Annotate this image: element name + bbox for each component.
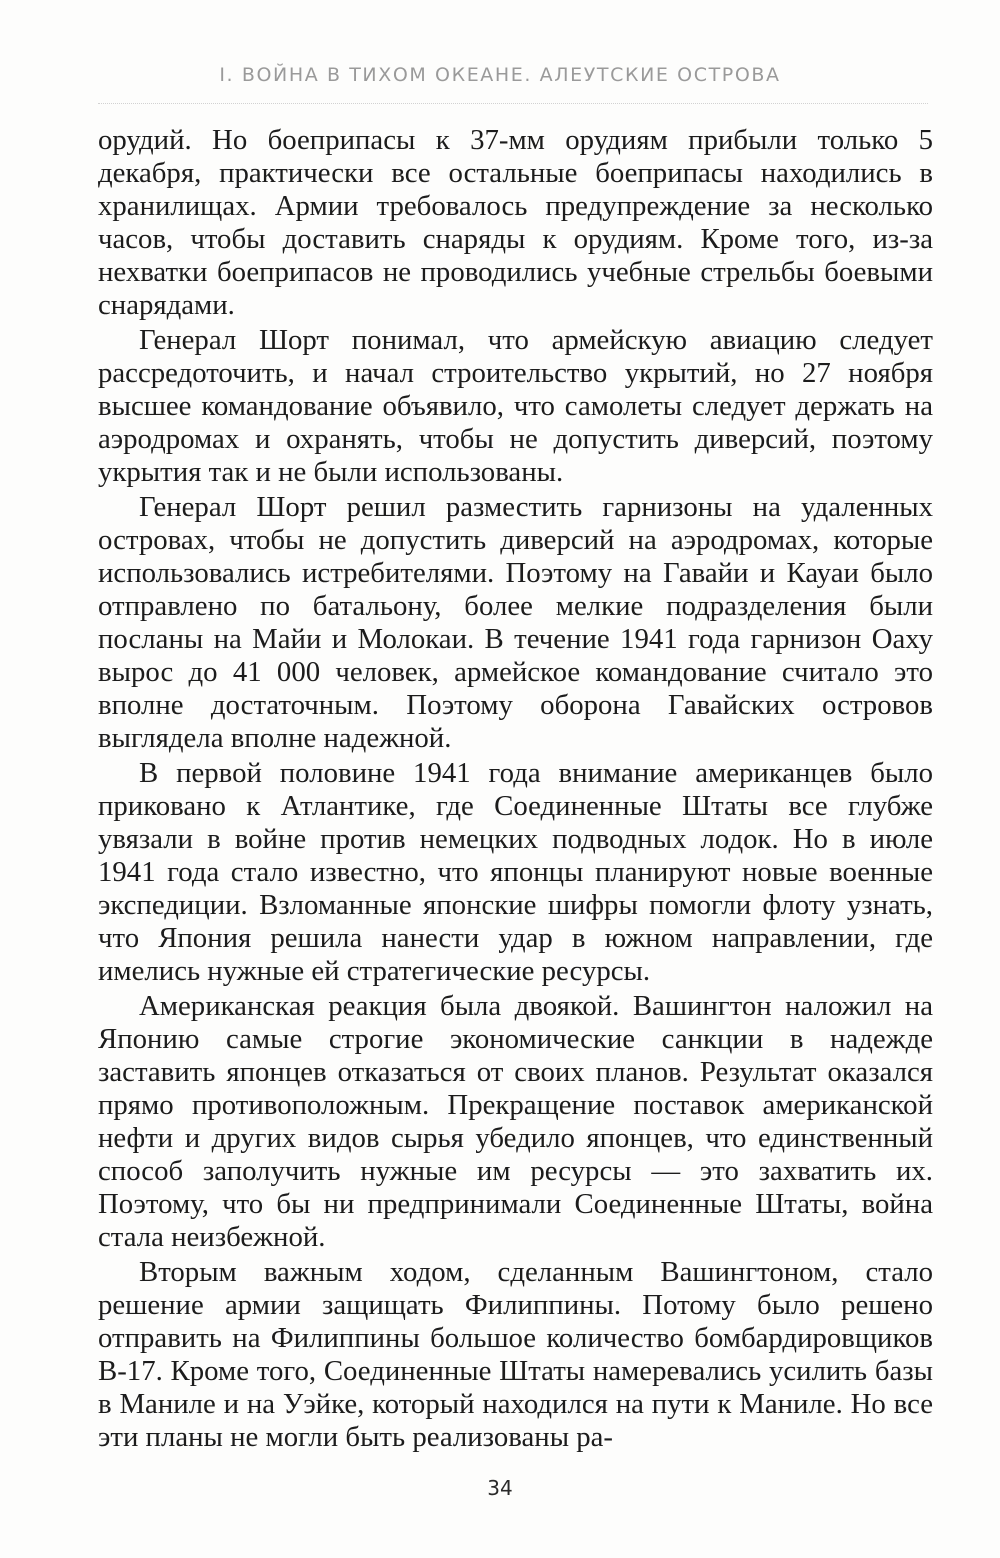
paragraph-1: орудий. Но боеприпасы к 37-мм орудиям прибыли только 5 декабря, практически все остальные боеприпасы находились в хранилищах. Армии требовалось предупреждение за несколько часов, чтобы доставить снаряды к орудиям. Кроме того, из-за нехватки боеприпасов не проводились учебные стрельбы боевыми снарядами. xyxy=(98,124,933,321)
running-head: I. ВОЙНА В ТИХОМ ОКЕАНЕ. АЛЕУТСКИЕ ОСТРОВА xyxy=(219,64,781,86)
header-divider xyxy=(98,103,928,104)
paragraph-2: Генерал Шорт понимал, что армейскую авиацию следует рассредоточить, и начал строительство укрытий, но 27 ноября высшее командование объявило, что самолеты следует держать на аэродромах и охранять, чтобы не допустить диверсий, поэтому укрытия так и не были использованы. xyxy=(98,324,933,488)
body-text xyxy=(98,124,933,1456)
paragraph-3: Генерал Шорт решил разместить гарнизоны на удаленных островах, чтобы не допустить диверсий на аэродромах, которые использовались истребителями. Поэтому на Гавайи и Кауаи было отправлено по батальону, более мелкие подразделения были посланы на Майи и Молокаи. В течение 1941 года гарнизон Оаху вырос до 41 000 человек, армейское командование считало это вполне достаточным. Поэтому оборона Гавайских островов выглядела вполне надежной. xyxy=(98,491,933,754)
paragraph-4: В первой половине 1941 года внимание американцев было приковано к Атлантике, где Соединенные Штаты все глубже увязали в войне против немецких подводных лодок. Но в июле 1941 года стало известно, что японцы планируют новые военные экспедиции. Взломанные японские шифры помогли флоту узнать, что Япония решила нанести удар в южном направлении, где имелись нужные ей стратегические ресурсы. xyxy=(98,757,933,987)
page-number: 34 xyxy=(487,1476,513,1500)
paragraph-5: Американская реакция была двоякой. Вашингтон наложил на Японию самые строгие экономические санкции в надежде заставить японцев отказаться от своих планов. Результат оказался прямо противоположным. Прекращение поставок американской нефти и других видов сырья убедило японцев, что единственный способ заполучить нужные им ресурсы — это захватить их. Поэтому, что бы ни предпринимали Соединенные Штаты, война стала неизбежной. xyxy=(98,990,933,1253)
paragraph-6: Вторым важным ходом, сделанным Вашингтоном, стало решение армии защищать Филиппины. Потому было решено отправить на Филиппины большое количество бомбардировщиков B-17. Кроме того, Соединенные Штаты намеревались усилить базы в Маниле и на Уэйке, который находился на пути к Маниле. Но все эти планы не могли быть реализованы ра- xyxy=(98,1256,933,1453)
